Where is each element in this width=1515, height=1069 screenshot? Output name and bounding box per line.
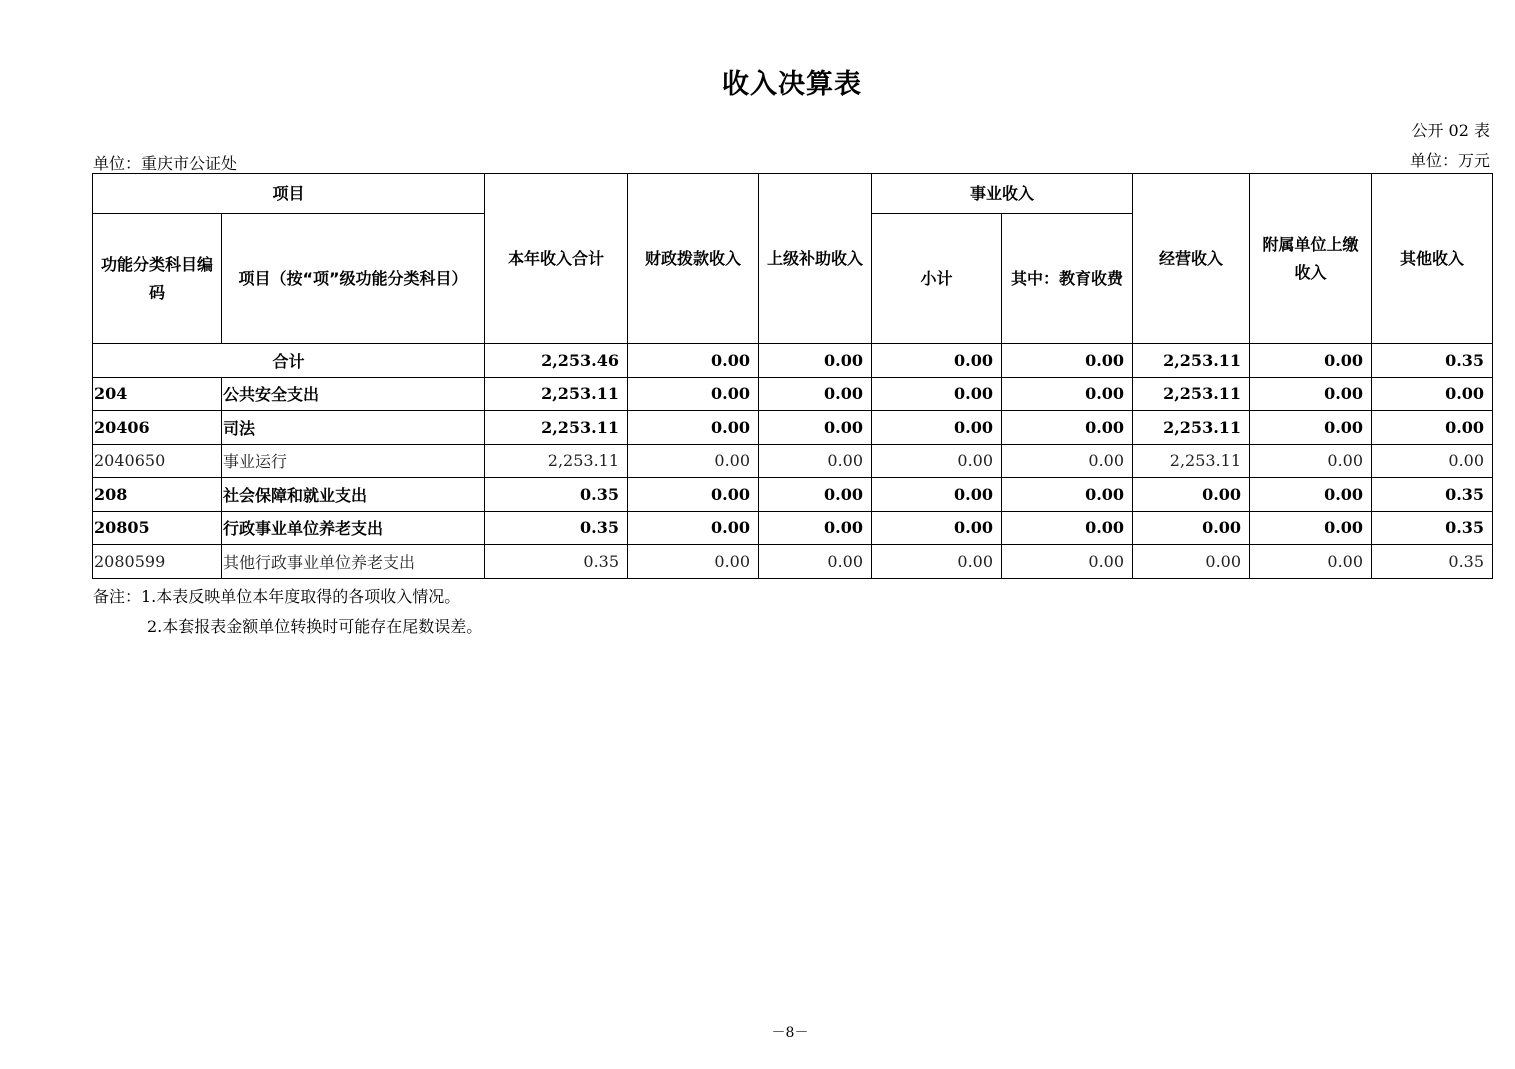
row-name: 行政事业单位养老支出 [222,511,485,545]
total-cell: 2,253.11 [1133,344,1250,378]
row-value: 0.35 [485,545,628,579]
row-value: 0.00 [759,377,872,411]
row-value: 0.00 [872,545,1002,579]
total-cell: 0.00 [872,344,1002,378]
row-value: 0.00 [1372,377,1493,411]
row-value: 0.00 [1133,545,1250,579]
total-cell: 0.00 [628,344,759,378]
row-value: 0.35 [1372,545,1493,579]
row-value: 0.00 [1002,511,1133,545]
total-label: 合计 [93,344,485,378]
row-value: 0.00 [1250,411,1372,445]
row-value: 0.00 [1002,411,1133,445]
row-value: 0.00 [628,511,759,545]
row-code: 2080599 [93,545,222,579]
row-value: 2,253.11 [485,444,628,478]
total-cell: 0.00 [1002,344,1133,378]
table-row [93,478,1493,512]
row-name: 事业运行 [222,444,485,478]
header-item-name: 项目（按“项”级功能分类科目） [222,214,485,344]
row-value: 0.00 [1133,511,1250,545]
row-name: 司法 [222,411,485,445]
header-other: 其他收入 [1372,174,1493,344]
row-value: 0.00 [628,545,759,579]
row-value: 0.35 [1372,478,1493,512]
row-code: 208 [93,478,222,512]
total-cell: 0.35 [1372,344,1493,378]
table-row [93,511,1493,545]
row-value: 0.00 [1372,411,1493,445]
row-value: 0.00 [1002,377,1133,411]
table-row [93,545,1493,579]
table-row [93,377,1493,411]
row-value: 0.00 [759,444,872,478]
row-value: 2,253.11 [485,411,628,445]
row-value: 0.00 [1372,444,1493,478]
header-operating: 经营收入 [1133,174,1250,344]
page-number: －8－ [771,1025,809,1041]
row-value: 2,253.11 [1133,377,1250,411]
row-value: 0.00 [759,511,872,545]
table-row [93,411,1493,445]
row-name: 其他行政事业单位养老支出 [222,545,485,579]
row-value: 0.35 [1372,511,1493,545]
header-edu-fee: 其中：教育收费 [1002,214,1133,344]
row-code: 2040650 [93,444,222,478]
row-code: 20805 [93,511,222,545]
row-name: 公共安全支出 [222,377,485,411]
row-value: 0.00 [872,478,1002,512]
row-value: 0.35 [485,478,628,512]
row-value: 0.00 [1133,478,1250,512]
row-value: 0.00 [628,411,759,445]
header-subtotal: 小计 [872,214,1002,344]
row-value: 0.00 [872,444,1002,478]
row-value: 0.00 [1250,444,1372,478]
row-code: 20406 [93,411,222,445]
row-value: 0.00 [628,377,759,411]
row-value: 2,253.11 [485,377,628,411]
total-cell: 0.00 [1250,344,1372,378]
unit-organization: 单位：重庆市公证处 [93,154,238,173]
row-value: 2,253.11 [1133,411,1250,445]
row-value: 0.00 [628,444,759,478]
note-line-2: 2.本套报表金额单位转换时可能存在尾数误差。 [147,617,483,636]
form-number: 公开 02 表 [1411,121,1490,140]
row-value: 0.00 [1002,545,1133,579]
total-cell: 2,253.46 [485,344,628,378]
row-value: 0.00 [1002,478,1133,512]
row-name: 社会保障和就业支出 [222,478,485,512]
total-row [93,344,1493,378]
header-business-income: 事业收入 [872,174,1133,214]
row-value: 2,253.11 [1133,444,1250,478]
header-func-code: 功能分类科目编码 [93,214,222,344]
row-value: 0.00 [628,478,759,512]
row-value: 0.00 [872,377,1002,411]
row-value: 0.00 [872,411,1002,445]
row-value: 0.00 [1250,545,1372,579]
row-value: 0.00 [759,545,872,579]
total-cell: 0.00 [759,344,872,378]
row-value: 0.00 [759,478,872,512]
row-value: 0.00 [1250,478,1372,512]
row-value: 0.00 [1250,377,1372,411]
row-value: 0.00 [1250,511,1372,545]
income-settlement-table [92,173,1493,579]
header-superior-subsidy: 上级补助收入 [759,174,872,344]
row-value: 0.00 [1002,444,1133,478]
row-value: 0.00 [759,411,872,445]
header-fiscal: 财政拨款收入 [628,174,759,344]
row-value: 0.00 [872,511,1002,545]
row-code: 204 [93,377,222,411]
unit-currency: 单位：万元 [1409,151,1490,170]
row-value: 0.35 [485,511,628,545]
table-row [93,444,1493,478]
header-total-income: 本年收入合计 [485,174,628,344]
report-title: 收入决算表 [722,69,862,100]
header-project: 项目 [93,174,485,214]
header-affiliated: 附属单位上缴收入 [1250,174,1372,344]
note-line-1: 备注：1.本表反映单位本年度取得的各项收入情况。 [93,587,461,606]
